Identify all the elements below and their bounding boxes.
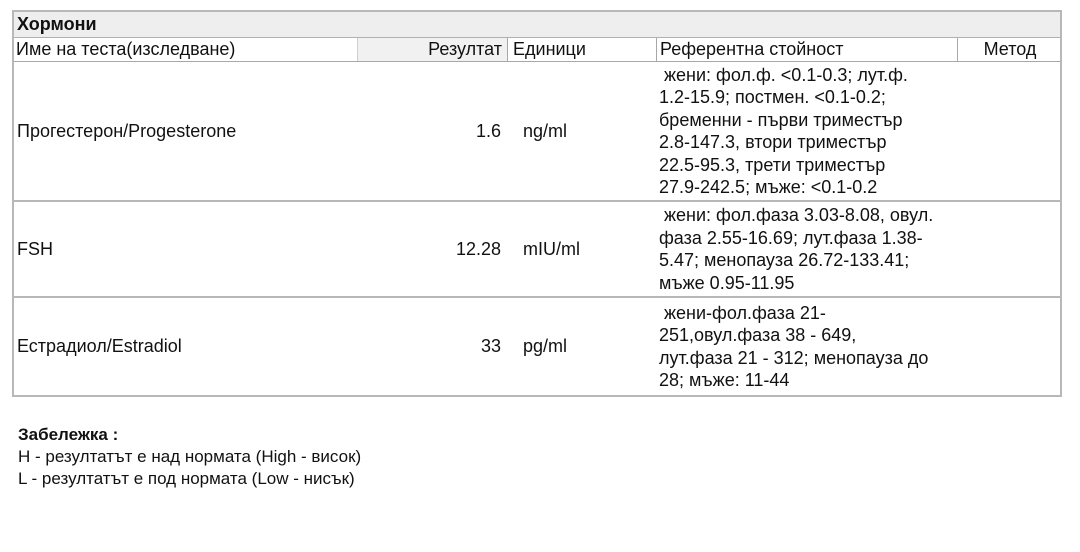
table-row xyxy=(14,62,1060,202)
test-name: FSH xyxy=(17,238,53,259)
column-header-method: Метод xyxy=(957,38,1062,61)
column-header-reference: Референтна стойност xyxy=(656,38,957,61)
reference-range xyxy=(656,298,966,395)
column-header-name: Име на теста(изследване) xyxy=(16,39,236,59)
reference-line: 251,овул.фаза 38 - 649, xyxy=(659,325,857,345)
reference-line: жени: фол.фаза 3.03-8.08, овул. xyxy=(659,205,934,225)
reference-line: 28; мъже: 11-44 xyxy=(659,370,790,390)
table-row xyxy=(14,298,1060,395)
table-row xyxy=(14,202,1060,298)
column-header-units: Единици xyxy=(507,38,656,61)
test-result: 33 xyxy=(480,336,501,356)
test-units: ng/ml xyxy=(523,120,568,141)
reference-line: бременни - първи триместър xyxy=(659,109,903,130)
note-title: Забележка : xyxy=(18,425,119,444)
lab-results-table xyxy=(12,10,1062,397)
reference-line: 5.47; менопауза 26.72-133.41; xyxy=(659,250,910,270)
test-name: Естрадиол/Estradiol xyxy=(17,336,182,356)
reference-line: лут.фаза 21 - 312; менопауза до xyxy=(659,347,929,368)
reference-line: жени-фол.фаза 21- xyxy=(659,302,826,323)
note-high-flag: H - резултатът е над нормата (High - висок) xyxy=(18,447,362,466)
reference-line: фаза 2.55-16.69; лут.фаза 1.38- xyxy=(659,227,923,248)
note-low-flag: L - резултатът е под нормата (Low - нисък) xyxy=(18,469,355,488)
test-result: 12.28 xyxy=(455,238,501,259)
test-units: pg/ml xyxy=(523,336,568,356)
test-result: 1.6 xyxy=(475,120,501,141)
test-units: mIU/ml xyxy=(523,238,580,259)
reference-line: 2.8-147.3, втори триместър xyxy=(659,132,887,152)
test-name: Прогестерон/Progesterone xyxy=(17,120,237,141)
reference-range xyxy=(656,202,966,296)
section-title: Хормони xyxy=(14,12,1060,38)
reference-line: жени: фол.ф. <0.1-0.3; лут.ф. xyxy=(659,64,908,85)
reference-range xyxy=(656,62,966,200)
reference-line: мъже 0.95-11.95 xyxy=(659,272,795,293)
column-header-result: Резултат xyxy=(357,38,507,61)
table-header xyxy=(14,38,1060,62)
legend-note xyxy=(18,424,361,490)
reference-line: 22.5-95.3, трети триместър xyxy=(659,154,886,175)
reference-line: 1.2-15.9; постмен. <0.1-0.2; xyxy=(659,87,886,107)
reference-line: 27.9-242.5; мъже: <0.1-0.2 xyxy=(659,177,878,197)
